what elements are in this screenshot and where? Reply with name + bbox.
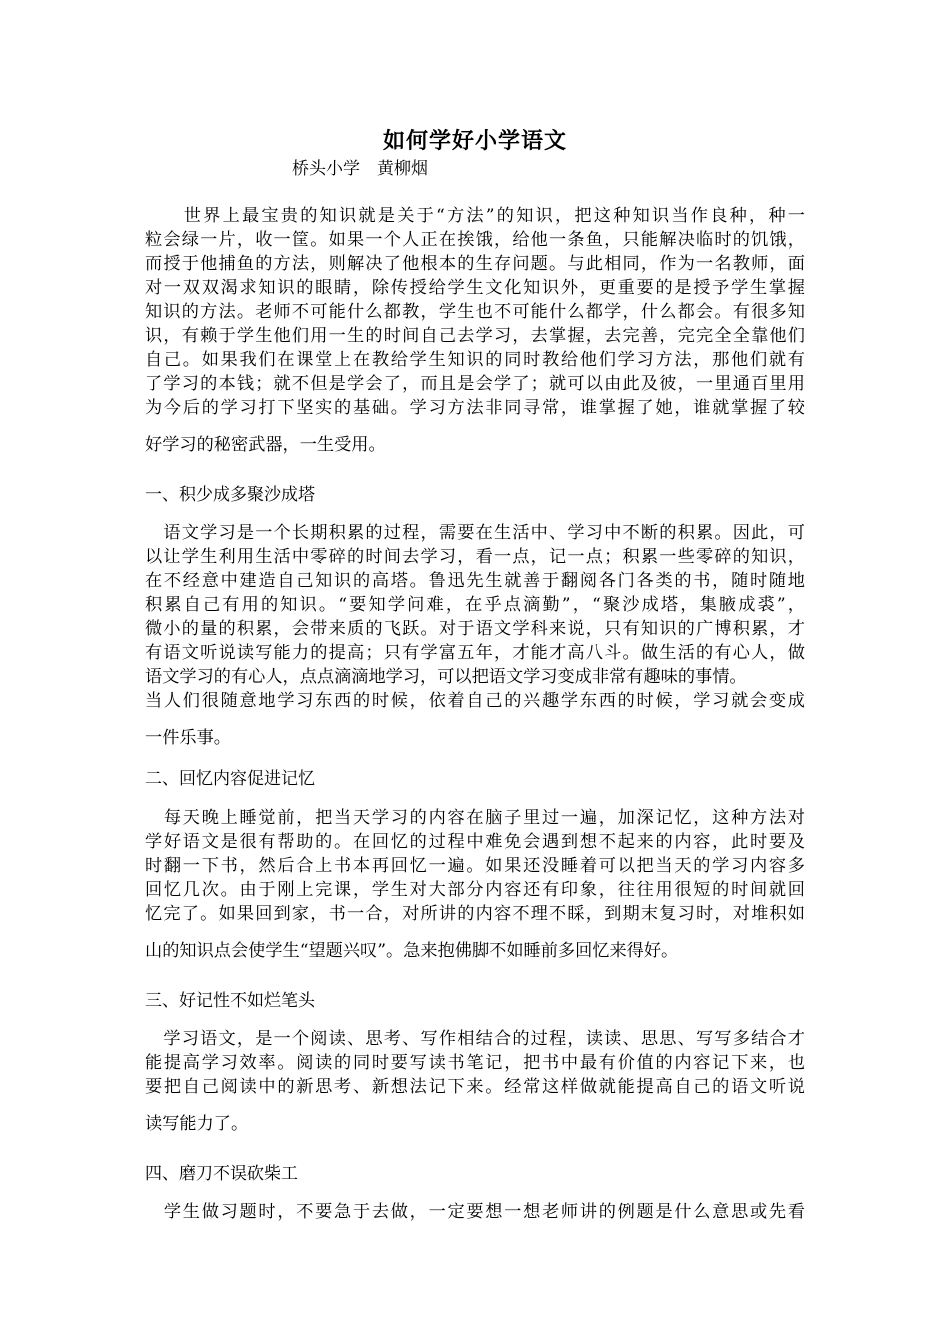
intro-line: 粒会绿一片，收一筐。如果一个人正在挨饿，给他一条鱼，只能解决临时的饥饿， [145,230,805,250]
document-title: 如何学好小学语文 [382,128,567,154]
section-heading: 四、磨刀不误砍柴工 [145,1164,298,1184]
section-heading: 三、好记性不如烂笔头 [145,991,315,1011]
paragraph-line: 当人们很随意地学习东西的时候，依着自己的兴趣学东西的时候，学习就会变成 [145,691,805,711]
section-heading: 二、回忆内容促进记忆 [145,769,315,789]
paragraph-line: 山的知识点会使学生“望题兴叹”。急来抱佛脚不如睡前多回忆来得好。 [145,941,679,961]
paragraph-line: 能提高学习效率。阅读的同时要写读书笔记，把书中最有价值的内容记下来，也 [145,1053,805,1073]
intro-line: 而授于他捕鱼的方法，则解决了他根本的生存问题。与此相同，作为一名教师，面 [145,254,805,274]
paragraph-line: 微小的量的积累，会带来质的飞跃。对于语文学科来说，只有知识的广博积累，才 [145,619,805,639]
paragraph-line: 在不经意中建造自己知识的高塔。鲁迅先生就善于翻阅各门各类的书，随时随地 [145,571,805,591]
intro-line: 知识的方法。老师不可能什么都教，学生也不可能什么都学，什么都会。有很多知 [145,302,805,322]
intro-line: 对一双双渴求知识的眼睛，除传授给学生文化知识外，更重要的是授予学生掌握 [145,278,805,298]
paragraph-line: 有语文听说读写能力的提高；只有学富五年，才能才高八斗。做生活的有心人，做 [145,643,805,663]
paragraph-line: 语文学习的有心人，点点滴滴地学习，可以把语文学习变成非常有趣味的事情。 [145,667,747,687]
paragraph-line: 一件乐事。 [145,728,231,748]
paragraph-line: 要把自己阅读中的新思考、新想法记下来。经常这样做就能提高自己的语文听说 [145,1077,805,1097]
paragraph-line: 学生做习题时，不要急于去做，一定要想一想老师讲的例题是什么意思或先看 [145,1202,805,1222]
intro-line: 世界上最宝贵的知识就是关于“方法”的知识，把这种知识当作良种，种一 [145,206,805,226]
paragraph-line: 时翻一下书，然后合上书本再回忆一遍。如果还没睡着可以把当天的学习内容多 [145,856,805,876]
author-line: 桥头小学 黄柳烟 [292,159,428,179]
paragraph-line: 忆完了。如果回到家，书一合，对所讲的内容不理不睬，到期末复习时，对堆积如 [145,904,805,924]
paragraph-line: 学习语文，是一个阅读、思考、写作相结合的过程，读读、思思、写写多结合才 [145,1029,805,1049]
intro-line: 了学习的本钱；就不但是学会了，而且是会学了；就可以由此及彼，一里通百里用 [145,374,805,394]
intro-line: 为今后的学习打下坚实的基础。学习方法非同寻常，谁掌握了她，谁就掌握了较 [145,398,805,418]
paragraph-line: 每天晚上睡觉前，把当天学习的内容在脑子里过一遍，加深记忆，这种方法对 [145,808,805,828]
paragraph-line: 语文学习是一个长期积累的过程，需要在生活中、学习中不断的积累。因此，可 [145,523,805,543]
intro-line: 识，有赖于学生他们用一生的时间自己去学习，去掌握，去完善，完完全全靠他们 [145,326,805,346]
intro-line: 自己。如果我们在课堂上在教给学生知识的同时教给他们学习方法，那他们就有 [145,350,805,370]
section-heading: 一、积少成多聚沙成塔 [145,485,315,505]
paragraph-line: 读写能力了。 [145,1114,249,1134]
paragraph-line: 学好语文是很有帮助的。在回忆的过程中难免会遇到想不起来的内容，此时要及 [145,832,805,852]
paragraph-line: 回忆几次。由于刚上完课，学生对大部分内容还有印象，往往用很短的时间就回 [145,880,805,900]
paragraph-line: 积累自己有用的知识。“要知学问难，在乎点滴勤”，“聚沙成塔，集腋成裘”， [145,595,805,615]
intro-line: 好学习的秘密武器，一生受用。 [145,435,386,455]
paragraph-line: 以让学生利用生活中零碎的时间去学习，看一点，记一点；积累一些零碎的知识， [145,547,805,567]
